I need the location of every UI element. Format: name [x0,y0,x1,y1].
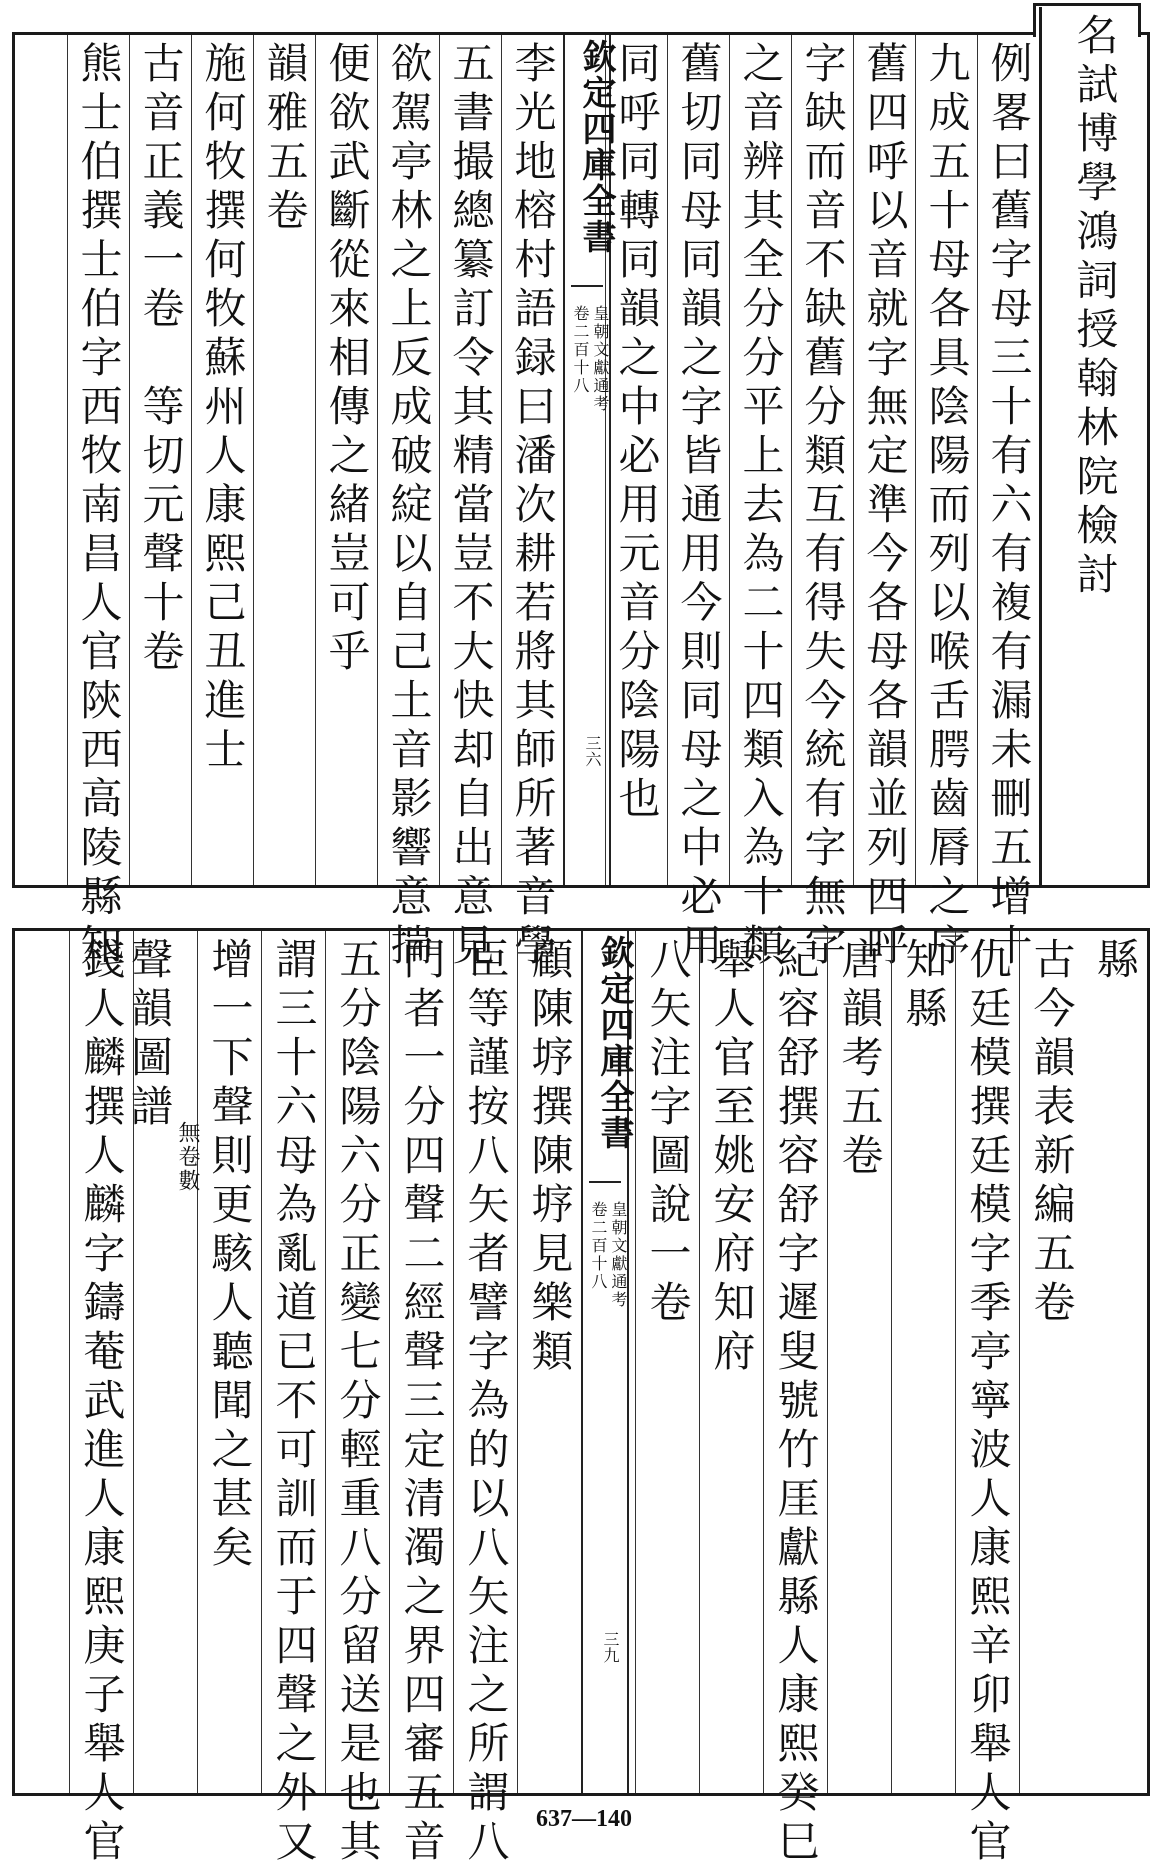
bottom-left-col-1: 臣等謹按八矢者譬字為的以八矢注之所謂八 [453,931,517,1793]
page-number: 637—140 [536,1806,632,1832]
bottom-right-col-4: 唐韻考五卷 [827,931,891,1793]
center-title: 欽定四庫全書 [576,39,616,255]
top-right-col-0: 例畧曰舊字母三十有六有複有漏未刪五增十 [977,35,1039,885]
bottom-left-col-6: 聲韻圖譜 無卷數 [133,931,197,1793]
bottom-right-col-0: 縣 [1091,937,1140,986]
center-volume: 卷二百十八 [589,1201,608,1291]
tab-text-column [1039,7,1147,887]
top-left-col-3: 便欲武斷從來相傳之緒豈可乎 [315,35,377,885]
top-right-col-4: 之音辨其全分分平上去為二十四類入為十類 [729,35,791,885]
top-left-col-2: 欲駕亭林之上反成破綻以自己土音影響意揣 [377,35,439,885]
center-title: 欽定四庫全書 [594,935,634,1151]
top-right-col-1: 九成五十母各具陰陽而列以喉舌腭齒脣之序 [915,35,977,885]
bottom-left-col-7: 錢人麟撰人麟字鑄菴武進人康熙庚子舉人官 [69,931,133,1793]
bottom-right-col-3: 知縣 [891,931,955,1793]
bottom-right-col-7: 八矢注字圖說一卷 [635,931,699,1793]
bottom-left-col-4: 謂三十六母為亂道已不可訓而于四聲之外又 [261,931,325,1793]
bottom-left-col-0: 顧陳垿撰陳垿見樂類 [517,931,581,1793]
leaf-number: 三九 [601,1631,620,1663]
top-right-col-2: 舊四呼以音就字無定準今各母各韻並列四呼 [853,35,915,885]
top-page [12,13,1150,972]
top-left-col-7: 熊士伯撰士伯字西牧南昌人官陝西高陵縣知 [67,35,129,885]
bottom-left-col-2: 門者一分四聲二經聲三定清濁之界四審五音 [389,931,453,1793]
center-sub: 皇朝文獻通考 [609,1201,628,1309]
bottom-left-col-5: 增一下聲則更駭人聽聞之甚矣 [197,931,261,1793]
top-right-col-3: 字缺而音不缺舊分類互有得失今統有字無字 [791,35,853,885]
fish-tail-top [571,285,603,287]
bottom-left-col-3: 五分陰陽六分正變七分輕重八分留送是也其 [325,931,389,1793]
top-right-col-6: 同呼同轉同韻之中必用元音分陰陽也 [605,35,667,885]
leaf-number: 三六 [583,735,602,767]
tab-text: 名試博學鴻詞授翰林院檢討 [1070,13,1120,601]
top-left-col-5: 施何牧撰何牧蘇州人康熙己丑進士 [191,35,253,885]
top-left-col-4: 韻雅五卷 [253,35,315,885]
bottom-right-col-6: 舉人官至姚安府知府 [699,931,763,1793]
top-center-column [563,35,616,885]
bottom-right-col-5: 紀容舒撰容舒字遲叟號竹厓獻縣人康熙癸巳 [763,931,827,1793]
bottom-right-col-1: 古今韻表新編五卷 [1019,931,1083,1793]
top-left-col-1: 五書撮總纂訂令其精當豈不大快却自出意見 [439,35,501,885]
top-left-col-0: 李光地榕村語録曰潘次耕若將其師所著音學 [501,35,563,885]
top-left-col-6: 古音正義一卷 等切元聲十卷 [129,35,191,885]
bottom-right-col-2: 仇廷模撰廷模字季亭寧波人康熙辛卯舉人官 [955,931,1019,1793]
no-volume-note: 無卷數 [175,1121,200,1193]
fish-tail-bottom [589,1181,621,1183]
top-right-col-5: 舊切同母同韻之字皆通用今則同母之中必用 [667,35,729,885]
bottom-center-column [581,931,634,1793]
center-volume: 卷二百十八 [571,305,590,395]
center-sub: 皇朝文獻通考 [591,305,610,413]
